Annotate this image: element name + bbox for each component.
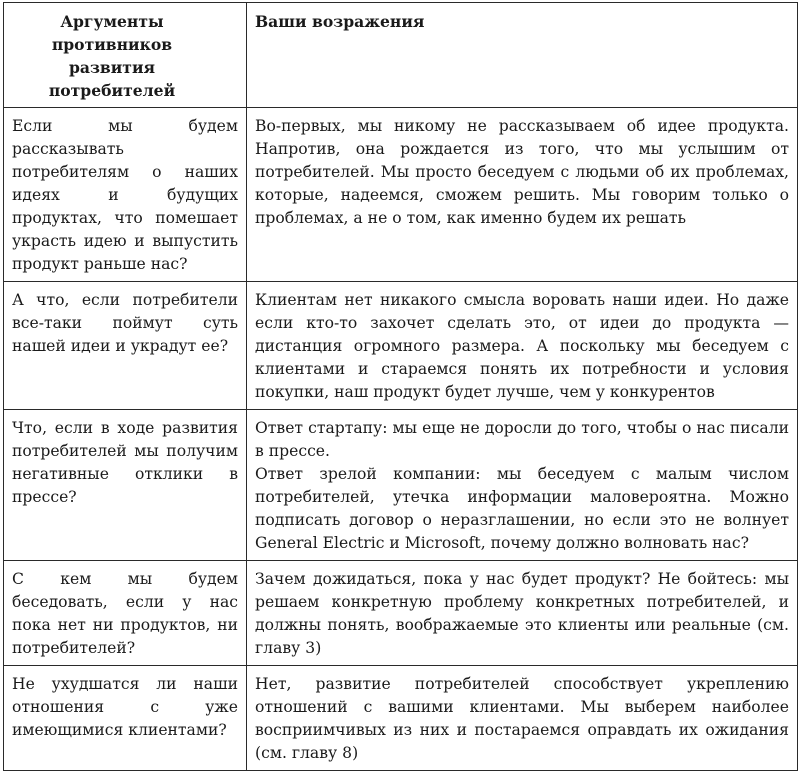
header-responses-label: Ваши возражения (255, 12, 425, 31)
objection-cell: С кем мы будем беседовать, если у нас пока нет ни продуктов, ни потребителей? (4, 561, 247, 666)
response-paragraph: Нет, развитие потребителей способствует укреплению отношений с вашими клиентами. Мы выберем наиболее восприимчивых из них и постараемся оправдать их ожидания (см. главу 8) (255, 675, 789, 762)
response-paragraph: Во-первых, мы никому не рассказываем об идее продукта. Напротив, она рождается из того, что мы услышим от потребителей. Мы просто беседуем с людьми об их проблемах, которые, надеемся, сможем решить. Мы говорим только о проблемах, а не о том, как именно будем их решать (255, 117, 789, 227)
response-cell (247, 108, 798, 282)
response-paragraph: Зачем дожидаться, пока у нас будет продукт? Не бойтесь: мы решаем конкретную проблему конкретных потребителей, и должны понять, воображаемые это клиенты или реальные (см. главу 3) (255, 570, 789, 657)
response-cell (247, 410, 798, 561)
response-paragraph: Ответ зрелой компании: мы беседуем с малым числом потребителей, утечка информации маловероятна. Можно подписать договор о неразглашении, но если это не волнует General Electric и Microsoft, почему должно волновать нас? (255, 465, 789, 552)
header-responses (247, 3, 798, 108)
objection-cell: Не ухудшатся ли наши отношения с уже имеющимися клиентами? (4, 666, 247, 771)
table-row (4, 282, 798, 410)
objection-cell: Если мы будем рассказывать потребителям о наших идеях и будущих продуктах, что помешает украсть идею и выпустить продукт раньше нас? (4, 108, 247, 282)
response-cell (247, 666, 798, 771)
header-objections (4, 3, 247, 108)
objection-cell: А что, если потребители все-таки поймут суть нашей идеи и украдут ее? (4, 282, 247, 410)
objections-table (3, 2, 798, 771)
response-cell (247, 561, 798, 666)
table-row (4, 108, 798, 282)
response-paragraph: Клиентам нет никакого смысла воровать наши идеи. Но даже если кто-то захочет сделать это, от идеи до продукта — дистанция огромного размера. А поскольку мы беседуем с клиентами и стараемся понять их потребности и условия покупки, наш продукт будет лучше, чем у конкурентов (255, 291, 789, 401)
table-header-row (4, 3, 798, 108)
table-row (4, 666, 798, 771)
response-paragraph: Ответ стартапу: мы еще не доросли до того, чтобы о нас писали в прессе. (255, 419, 789, 460)
objection-cell: Что, если в ходе развития потребителей мы получим негативные отклики в прессе? (4, 410, 247, 561)
table-row (4, 561, 798, 666)
response-cell (247, 282, 798, 410)
table-row (4, 410, 798, 561)
header-objections-label: Аргументы противников развития потребителей (48, 12, 176, 100)
